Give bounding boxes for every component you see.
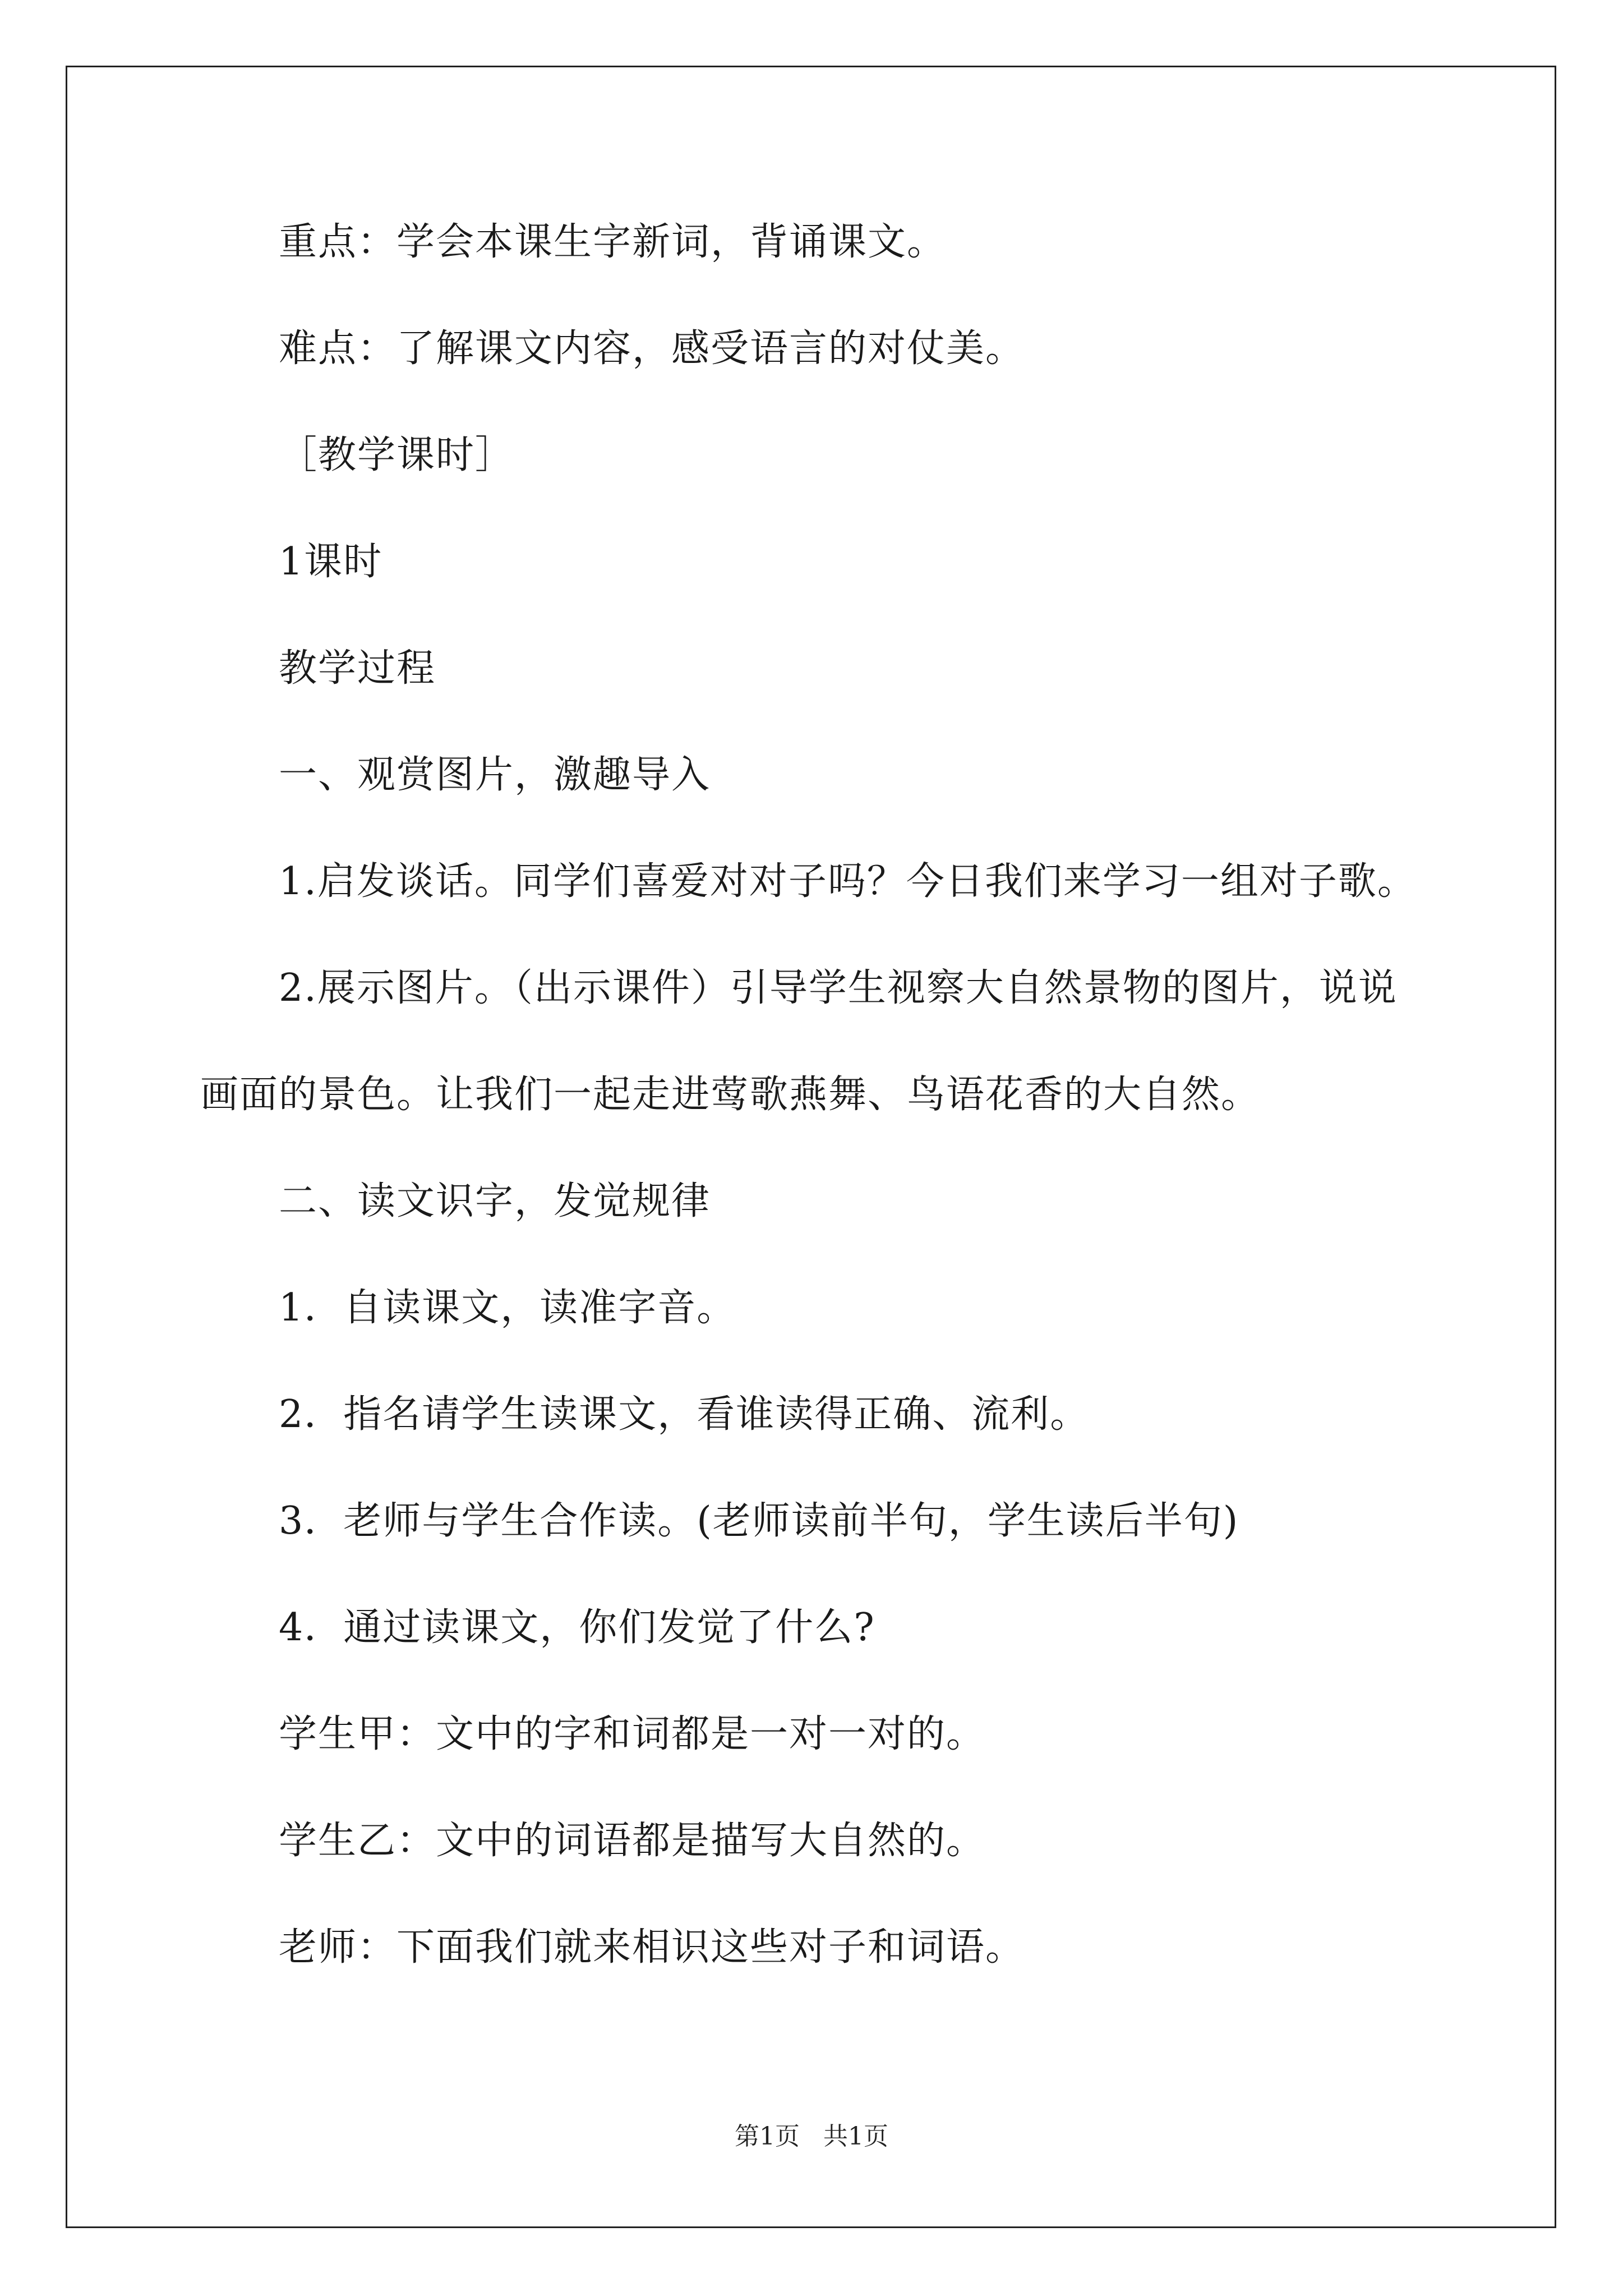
list-item-2-1: 1．自读课文，读准字音。: [279, 1286, 736, 1330]
heading-lesson-hours: ［教学课时］: [279, 433, 515, 477]
list-item-1-2-continued: 画面的景色。让我们一起走进莺歌燕舞、鸟语花香的大自然。: [200, 1073, 1261, 1117]
list-item-2-2: 2．指名请学生读课文，看谁读得正确、流利。: [279, 1392, 1090, 1437]
dialogue-student-b: 学生乙：文中的词语都是描写大自然的。: [279, 1819, 986, 1863]
paragraph-hours-count: 1课时: [279, 540, 383, 584]
list-item-1-2: 2.展示图片。（出示课件）引导学生视察大自然景物的图片，说说: [279, 966, 1398, 1010]
document-body: [200, 220, 1445, 2035]
dialogue-student-a: 学生甲：文中的字和词都是一对一对的。: [279, 1712, 986, 1756]
heading-teaching-process: 教学过程: [279, 646, 436, 691]
list-item-1-1: 1.启发谈话。同学们喜爱对对子吗？今日我们来学习一组对子歌。: [279, 859, 1417, 904]
list-item-2-3: 3．老师与学生合作读。(老师读前半句，学生读后半句): [279, 1499, 1239, 1543]
paragraph-difficulties: 难点：了解课文内容，感受语言的对仗美。: [279, 326, 1025, 371]
section-heading-2: 二、读文识字，发觉规律: [279, 1179, 711, 1223]
dialogue-teacher: 老师：下面我们就来相识这些对子和词语。: [279, 1925, 1025, 1970]
paragraph-key-points: 重点：学会本课生字新词，背诵课文。: [279, 220, 947, 264]
section-heading-1: 一、观赏图片，激趣导入: [279, 753, 711, 797]
list-item-2-4: 4．通过读课文，你们发觉了什么?: [279, 1605, 875, 1650]
page-number-footer: 第1页 共1页: [735, 2122, 888, 2151]
